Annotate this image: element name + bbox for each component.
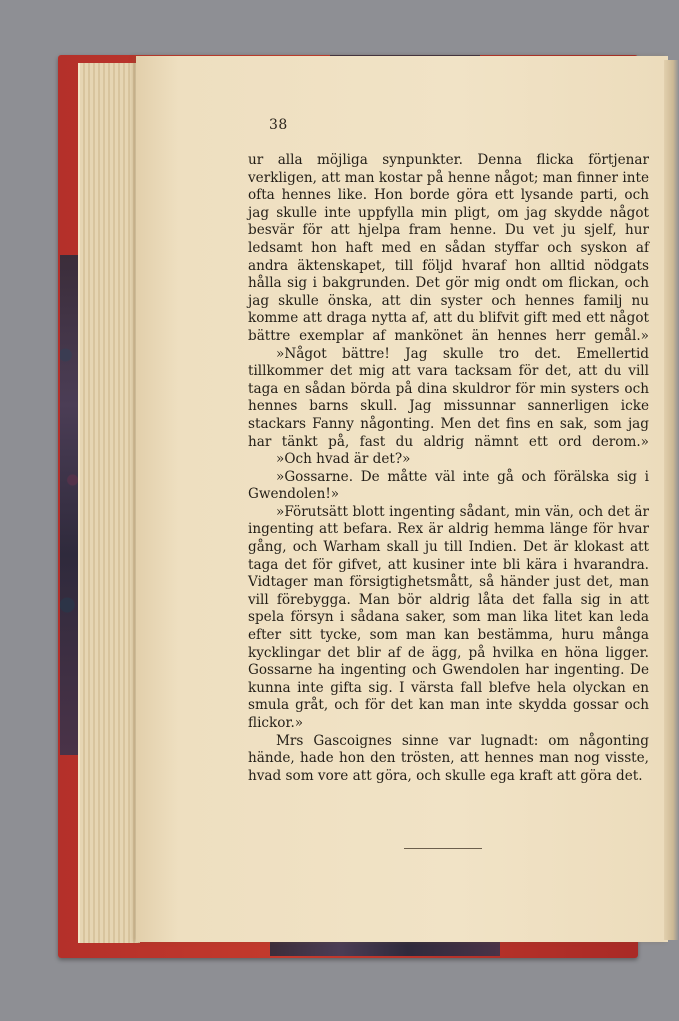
paragraph-3: »Och hvad är det?» (276, 451, 411, 468)
page-leaves (78, 63, 140, 943)
marbled-edge (60, 255, 78, 755)
paragraph-2: »Något bättre! Jag skulle tro det. Emellertid tillkommer det mig att vara tacksam för det, att du vill taga en sådan börda på dina skuldror för min systers och hennes barns skull. Jag missunnar sannerligen icke stackars Fanny någonting. Men det fins en sak, som jag har tänkt på, fast du aldrig nämnt ett ord derom.» (248, 345, 649, 450)
paragraph-4: »Gossarne. De måtte väl inte gå och förälska sig i Gwendolen!» (248, 468, 649, 503)
marbled-bottom-edge (270, 942, 500, 956)
section-rule (404, 848, 482, 849)
page-text (248, 152, 649, 785)
page-number: 38 (269, 117, 288, 133)
paragraph-6: Mrs Gascoignes sinne var lugnadt: om någonting hände, hade hon den trösten, att hennes man nog visste, hvad som vore att göra, och skulle ega kraft att göra det. (248, 732, 649, 784)
page-right-edge (664, 60, 679, 940)
paragraph-5: »Förutsätt blott ingenting sådant, min vän, och det är ingenting att befara. Rex är aldrig hemma länge för hvar gång, och Warham skall ju till Indien. Det är klokast att taga det för gifvet, att kusiner inte bli kära i hvarandra. Vidtager man försigtighetsmått, så händer just det, man vill förebygga. Man bör aldrig låta det falla sig in att spela försyn i sådana saker, som man lika litet kan leda efter sitt tycke, som man kan bestämma, huru många kycklingar det blir af de ägg, på hvilka en höna ligger. Gossarne ha ingenting och Gwendolen har ingenting. De kunna inte gifta sig. I värsta fall blefve hela olyckan en smula gråt, och för det kan man inte skydda gossar och flickor.» (248, 503, 649, 731)
paragraph-1: ur alla möjliga synpunkter. Denna flicka förtjenar verkligen, att man kostar på henne något; man finner inte ofta hennes like. Hon borde göra ett lysande parti, och jag skulle inte uppfylla min pligt, om jag skydde något besvär för att hjelpa fram henne. Du vet ju sjelf, hur ledsamt hon haft med en sådan styffar och syskon af andra äktenskapet, till följd hvaraf hon alltid nödgats hålla sig i bakgrunden. Det gör mig ondt om flickan, och jag skulle önska, att din syster och hennes familj nu komme att draga nytta af, att du blifvit gift med ett något bättre exemplar af mankönet än hennes herr gemål.» (248, 152, 649, 344)
